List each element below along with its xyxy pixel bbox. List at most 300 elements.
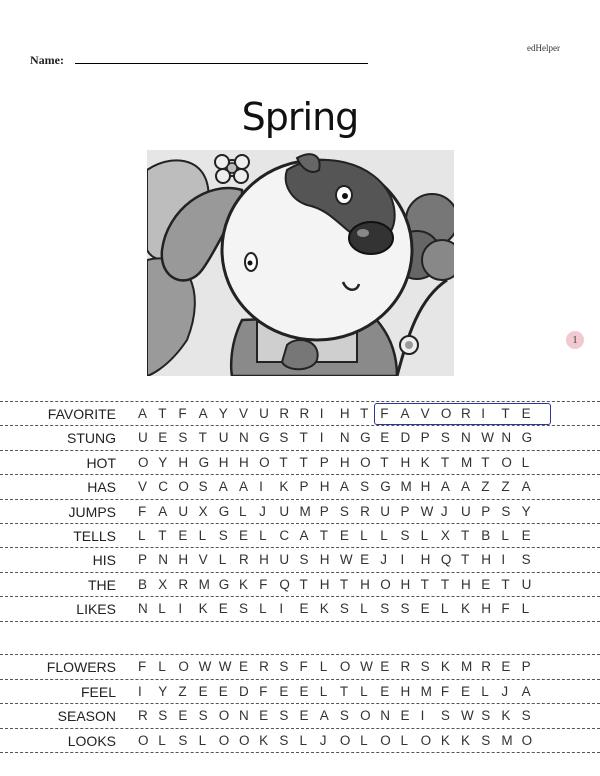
target-word: HAS (87, 479, 116, 496)
puzzle-letter[interactable]: O (218, 732, 230, 748)
puzzle-letter[interactable]: A (218, 479, 228, 495)
puzzle-letter[interactable]: S (339, 601, 349, 617)
puzzle-letter[interactable]: A (299, 528, 309, 543)
puzzle-letter[interactable]: K (259, 732, 269, 748)
puzzle-letter[interactable]: V (420, 406, 430, 421)
puzzle-letter[interactable]: G (198, 454, 210, 470)
puzzle-letter[interactable]: L (218, 552, 227, 568)
puzzle-letter[interactable]: M (198, 576, 210, 592)
puzzle-letter[interactable]: L (299, 732, 308, 748)
puzzle-letter[interactable]: R (400, 659, 411, 674)
puzzle-letter[interactable]: S (339, 503, 349, 519)
puzzle-letter[interactable]: F (299, 659, 308, 674)
puzzle-letter[interactable]: S (279, 708, 289, 724)
puzzle-letter[interactable]: L (238, 503, 247, 519)
puzzle-letter[interactable]: R (299, 406, 310, 421)
puzzle-letter[interactable]: W (461, 708, 474, 724)
letter-sequence (138, 577, 542, 592)
page-title: Spring (241, 95, 359, 139)
puzzle-letter[interactable]: S (420, 659, 430, 674)
puzzle-letter[interactable]: L (400, 732, 408, 748)
puzzle-letter[interactable]: S (238, 601, 248, 617)
puzzle-letter[interactable]: E (420, 601, 430, 617)
puzzle-row-divider (0, 621, 600, 622)
puzzle-letter[interactable]: Z (501, 479, 510, 495)
puzzle-letter[interactable]: U (461, 503, 471, 519)
spring-dog-illustration (147, 150, 454, 376)
puzzle-letter[interactable]: L (158, 732, 166, 748)
puzzle-letter[interactable]: N (339, 430, 350, 446)
letter-sequence (138, 708, 542, 723)
puzzle-letter[interactable]: Z (178, 683, 187, 699)
puzzle-letter[interactable]: H (360, 576, 370, 592)
puzzle-letter[interactable]: S (178, 430, 188, 446)
puzzle-letter[interactable]: E (380, 683, 390, 699)
puzzle-letter[interactable]: P (319, 503, 329, 519)
puzzle-letter[interactable]: O (339, 732, 351, 748)
puzzle-letter[interactable]: T (319, 528, 328, 543)
puzzle-letter[interactable]: E (218, 683, 228, 699)
puzzle-letter[interactable]: Z (481, 479, 490, 495)
puzzle-letter[interactable]: R (279, 406, 290, 421)
puzzle-letter[interactable]: O (138, 732, 149, 748)
puzzle-letter[interactable]: O (218, 708, 230, 724)
puzzle-letter[interactable]: O (259, 454, 270, 470)
target-word: FAVORITE (47, 406, 116, 422)
puzzle-letter[interactable]: I (138, 683, 142, 699)
name-label: Name: (30, 53, 64, 67)
puzzle-letter[interactable]: F (138, 659, 147, 674)
puzzle-letter[interactable]: T (501, 406, 510, 421)
target-word: LIKES (76, 601, 116, 618)
name-input-line[interactable] (75, 63, 368, 64)
puzzle-letter[interactable]: S (360, 479, 370, 495)
puzzle-letter[interactable]: K (198, 601, 208, 617)
puzzle-letter[interactable]: Q (440, 552, 452, 568)
puzzle-letter[interactable]: B (481, 528, 491, 543)
puzzle-row-divider (0, 752, 600, 753)
puzzle-letter[interactable]: R (138, 708, 148, 724)
puzzle-letter[interactable]: O (380, 732, 391, 748)
puzzle-letter[interactable]: U (279, 503, 290, 519)
puzzle-letter[interactable]: S (279, 659, 289, 674)
puzzle-letter[interactable]: P (319, 454, 329, 470)
puzzle-letter[interactable]: H (400, 683, 411, 699)
letter-sequence (138, 601, 542, 616)
puzzle-letter[interactable]: I (178, 601, 183, 617)
puzzle-letter[interactable]: L (138, 528, 146, 543)
puzzle-letter[interactable]: E (339, 528, 349, 543)
puzzle-letter[interactable]: E (198, 683, 208, 699)
puzzle-letter[interactable]: I (400, 552, 405, 568)
puzzle-letter[interactable]: X (198, 503, 208, 519)
puzzle-letter[interactable]: T (339, 683, 349, 699)
puzzle-letter[interactable]: E (218, 601, 228, 617)
puzzle-letter[interactable]: M (420, 683, 432, 699)
puzzle-letter[interactable]: T (158, 528, 167, 543)
puzzle-letter[interactable]: J (501, 683, 509, 699)
puzzle-letter[interactable]: X (158, 576, 168, 592)
target-word: TELLS (73, 528, 116, 544)
target-word: HOT (86, 454, 116, 471)
puzzle-letter[interactable]: I (481, 406, 485, 421)
puzzle-letter[interactable]: K (238, 576, 248, 592)
puzzle-letter[interactable]: Y (158, 454, 168, 470)
puzzle-letter[interactable]: R (461, 406, 471, 421)
puzzle-row (0, 728, 600, 753)
target-word: JUMPS (68, 503, 116, 520)
puzzle-letter[interactable]: S (481, 732, 491, 748)
puzzle-letter[interactable]: L (158, 601, 166, 617)
puzzle-letter[interactable]: E (501, 659, 511, 674)
puzzle-letter[interactable]: I (319, 406, 324, 421)
puzzle-letter[interactable]: Y (521, 503, 531, 519)
puzzle-letter[interactable]: P (299, 479, 309, 495)
letter-sequence (138, 479, 542, 494)
puzzle-letter[interactable]: O (178, 479, 189, 495)
puzzle-letter[interactable]: V (138, 479, 148, 495)
puzzle-letter[interactable]: E (299, 601, 309, 617)
puzzle-letter[interactable]: E (360, 552, 370, 568)
puzzle-letter[interactable]: G (218, 576, 230, 592)
puzzle-letter[interactable]: H (319, 479, 330, 495)
puzzle-letter[interactable]: U (521, 576, 532, 592)
puzzle-letter[interactable]: U (380, 503, 390, 519)
puzzle-letter[interactable]: O (360, 454, 371, 470)
puzzle-letter[interactable]: P (521, 659, 531, 674)
puzzle-letter[interactable]: N (380, 708, 390, 724)
puzzle-letter[interactable]: K (461, 732, 471, 748)
puzzle-letter[interactable]: O (339, 659, 351, 674)
puzzle-letter[interactable]: E (400, 708, 410, 724)
puzzle-letter[interactable]: H (178, 552, 189, 568)
puzzle-letter[interactable]: H (259, 552, 269, 568)
puzzle-letter[interactable]: S (279, 732, 289, 748)
puzzle-letter[interactable]: C (158, 479, 168, 495)
puzzle-letter[interactable]: H (238, 454, 249, 470)
puzzle-letter[interactable]: A (339, 479, 349, 495)
letter-sequence (138, 455, 542, 470)
puzzle-letter[interactable]: H (481, 601, 491, 617)
puzzle-letter[interactable]: A (319, 708, 329, 724)
puzzle-letter[interactable]: M (400, 479, 412, 495)
puzzle-letter[interactable]: T (299, 454, 308, 470)
puzzle-letter[interactable]: O (440, 406, 452, 421)
letter-sequence (138, 430, 542, 445)
puzzle-letter[interactable]: G (360, 430, 371, 446)
letter-sequence (138, 684, 542, 699)
puzzle-letter[interactable]: I (279, 601, 284, 617)
puzzle-letter[interactable]: E (481, 576, 491, 592)
puzzle-letter[interactable]: J (259, 503, 266, 519)
puzzle-letter[interactable]: L (481, 683, 489, 699)
puzzle-letter[interactable]: L (380, 528, 388, 543)
puzzle-letter[interactable]: M (461, 454, 473, 470)
puzzle-letter[interactable]: J (440, 503, 448, 519)
puzzle-letter[interactable]: G (380, 479, 391, 495)
puzzle-letter[interactable]: K (440, 659, 450, 674)
puzzle-letter[interactable]: A (238, 479, 248, 495)
puzzle-letter[interactable]: M (299, 503, 311, 519)
puzzle-letter[interactable]: E (380, 659, 390, 674)
puzzle-letter[interactable]: O (360, 708, 371, 724)
puzzle-letter[interactable]: E (238, 659, 248, 674)
puzzle-letter[interactable]: Y (158, 683, 168, 699)
puzzle-letter[interactable]: S (198, 479, 208, 495)
puzzle-letter[interactable]: U (259, 406, 269, 421)
letter-sequence (138, 552, 542, 567)
puzzle-letter[interactable]: I (420, 708, 425, 724)
puzzle-letter[interactable]: F (138, 503, 147, 519)
puzzle-letter[interactable]: N (501, 430, 512, 446)
puzzle-letter[interactable]: N (158, 552, 168, 568)
puzzle-letter[interactable]: T (461, 552, 470, 568)
puzzle-letter[interactable]: E (178, 528, 188, 543)
puzzle-letter[interactable]: T (440, 454, 450, 470)
puzzle-letter[interactable]: F (178, 406, 187, 421)
puzzle-letter[interactable]: S (521, 552, 531, 568)
puzzle-letter[interactable]: L (420, 528, 429, 543)
puzzle-letter[interactable]: T (158, 406, 167, 421)
puzzle-letter[interactable]: E (158, 430, 168, 446)
puzzle-letter[interactable]: H (339, 406, 350, 421)
puzzle-letter[interactable]: O (521, 732, 533, 748)
puzzle-letter[interactable]: U (178, 503, 189, 519)
puzzle-letter[interactable]: V (238, 406, 248, 421)
puzzle-letter[interactable]: S (440, 430, 450, 446)
puzzle-letter[interactable]: T (279, 454, 288, 470)
puzzle-letter[interactable]: S (198, 708, 208, 724)
puzzle-letter[interactable]: U (279, 552, 290, 568)
puzzle-letter[interactable]: R (259, 659, 269, 674)
puzzle-letter[interactable]: S (440, 708, 450, 724)
puzzle-letter[interactable]: H (319, 552, 330, 568)
puzzle-letter[interactable]: D (400, 430, 411, 446)
puzzle-letter[interactable]: W (218, 659, 232, 674)
puzzle-letter[interactable]: W (360, 659, 373, 674)
puzzle-letter[interactable]: T (461, 528, 470, 543)
puzzle-letter[interactable]: I (259, 479, 263, 495)
letter-sequence (138, 528, 542, 543)
puzzle-letter[interactable]: N (461, 430, 471, 446)
puzzle-letter[interactable]: F (380, 406, 389, 421)
puzzle-letter[interactable]: M (501, 732, 513, 748)
target-word: STUNG (67, 430, 116, 447)
target-word: HIS (92, 552, 116, 569)
puzzle-letter[interactable]: A (400, 406, 410, 421)
puzzle-letter[interactable]: T (360, 406, 369, 421)
puzzle-letter[interactable]: L (198, 528, 207, 543)
puzzle-letter[interactable]: L (360, 528, 368, 543)
puzzle-letter[interactable]: C (279, 528, 290, 543)
puzzle-letter[interactable]: A (521, 683, 531, 699)
puzzle-letter[interactable]: A (440, 479, 450, 495)
puzzle-letter[interactable]: T (380, 454, 389, 470)
puzzle-letter[interactable]: P (420, 430, 430, 446)
puzzle-letter[interactable]: O (138, 454, 149, 470)
puzzle-letter[interactable]: L (319, 683, 328, 699)
puzzle-letter[interactable]: K (279, 479, 289, 495)
puzzle-letter[interactable]: A (198, 406, 208, 421)
puzzle-letter[interactable]: P (481, 503, 491, 519)
letter-sequence (138, 733, 542, 748)
puzzle-letter[interactable]: S (178, 732, 188, 748)
puzzle-row (0, 703, 600, 728)
puzzle-letter[interactable]: W (420, 503, 434, 519)
puzzle-letter[interactable]: Y (218, 406, 228, 421)
puzzle-letter[interactable]: G (521, 430, 533, 446)
puzzle-letter[interactable]: P (138, 552, 148, 568)
puzzle-letter[interactable]: K (501, 708, 511, 724)
puzzle-letter[interactable]: U (218, 430, 229, 446)
brand-label: edHelper (527, 43, 560, 53)
puzzle-letter[interactable]: H (420, 552, 431, 568)
puzzle-row (0, 679, 600, 704)
puzzle-letter[interactable]: L (360, 601, 368, 617)
puzzle-letter[interactable]: E (521, 406, 531, 421)
puzzle-row (0, 596, 600, 621)
puzzle-letter[interactable]: A (138, 406, 148, 421)
puzzle-letter[interactable]: S (501, 503, 511, 519)
puzzle-letter[interactable]: H (218, 454, 229, 470)
puzzle-letter[interactable]: E (461, 683, 471, 699)
found-word-highlight (374, 403, 551, 425)
puzzle-letter[interactable]: L (259, 528, 267, 543)
puzzle-letter[interactable]: U (138, 430, 148, 446)
puzzle-letter[interactable]: W (339, 552, 353, 568)
puzzle-letter[interactable]: J (319, 732, 327, 748)
puzzle-letter[interactable]: F (259, 576, 268, 592)
puzzle-letter[interactable]: A (461, 479, 471, 495)
puzzle-letter[interactable]: H (481, 552, 491, 568)
puzzle-letter[interactable]: S (400, 528, 410, 543)
puzzle-letter[interactable]: L (360, 732, 368, 748)
puzzle-row (0, 450, 600, 475)
puzzle-letter[interactable]: T (299, 430, 308, 446)
puzzle-letter[interactable]: L (521, 454, 530, 470)
puzzle-letter[interactable]: E (521, 528, 531, 543)
puzzle-letter[interactable]: H (400, 454, 411, 470)
target-word: LOOKS (67, 732, 116, 749)
puzzle-letter[interactable]: F (259, 683, 268, 699)
puzzle-letter[interactable]: J (380, 552, 387, 568)
puzzle-letter[interactable]: E (178, 708, 188, 724)
puzzle-letter[interactable]: L (158, 659, 166, 674)
page-number-badge: 1 (566, 331, 584, 349)
puzzle-letter[interactable]: A (158, 503, 168, 519)
puzzle-letter[interactable]: Q (279, 576, 290, 592)
puzzle-letter[interactable]: F (501, 601, 510, 617)
puzzle-letter[interactable]: H (178, 454, 189, 470)
puzzle-letter[interactable]: O (420, 732, 432, 748)
letter-sequence (138, 504, 542, 519)
puzzle-letter[interactable]: H (319, 576, 330, 592)
puzzle-letter[interactable]: K (420, 454, 430, 470)
puzzle-letter[interactable]: E (259, 708, 269, 724)
puzzle-letter[interactable]: R (481, 659, 491, 674)
puzzle-letter[interactable]: M (461, 659, 473, 674)
puzzle-letter[interactable]: O (501, 454, 512, 470)
puzzle-row (0, 425, 600, 450)
puzzle-row (0, 499, 600, 524)
puzzle-letter[interactable]: X (440, 528, 450, 543)
puzzle-letter[interactable]: K (461, 601, 471, 617)
puzzle-letter[interactable]: P (400, 503, 410, 519)
puzzle-letter[interactable]: N (238, 430, 249, 446)
puzzle-letter[interactable]: T (420, 576, 429, 592)
puzzle-letter[interactable]: E (279, 683, 289, 699)
puzzle-letter[interactable]: G (218, 503, 230, 519)
puzzle-row (0, 547, 600, 572)
puzzle-letter[interactable]: I (501, 552, 506, 568)
puzzle-letter[interactable]: E (380, 430, 390, 446)
puzzle-letter[interactable]: S (299, 552, 309, 568)
puzzle-letter[interactable]: E (299, 683, 309, 699)
puzzle-letter[interactable]: K (440, 732, 450, 748)
puzzle-letter[interactable]: O (178, 659, 189, 674)
puzzle-letter[interactable]: T (198, 430, 207, 446)
puzzle-letter[interactable]: H (400, 576, 411, 592)
puzzle-letter[interactable]: H (339, 454, 350, 470)
puzzle-letter[interactable]: I (319, 430, 324, 446)
puzzle-letter[interactable]: R (360, 503, 370, 519)
puzzle-letter[interactable]: H (461, 576, 471, 592)
puzzle-letter[interactable]: B (138, 576, 148, 592)
puzzle-letter[interactable]: L (521, 601, 530, 617)
puzzle-letter[interactable]: S (339, 708, 349, 724)
puzzle-letter[interactable]: T (299, 576, 308, 592)
puzzle-letter[interactable]: T (339, 576, 349, 592)
puzzle-letter[interactable]: H (420, 479, 431, 495)
puzzle-letter[interactable]: E (299, 708, 309, 724)
puzzle-letter[interactable]: L (360, 683, 368, 699)
puzzle-letter[interactable]: S (380, 601, 390, 617)
puzzle-letter[interactable]: E (238, 528, 248, 543)
puzzle-letter[interactable]: O (380, 576, 391, 592)
puzzle-letter[interactable]: T (440, 576, 450, 592)
puzzle-letter[interactable]: W (481, 430, 494, 446)
puzzle-letter[interactable]: O (238, 732, 250, 748)
puzzle-letter[interactable]: L (501, 528, 509, 543)
puzzle-letter[interactable]: K (319, 601, 329, 617)
puzzle-letter[interactable]: F (440, 683, 450, 699)
puzzle-letter[interactable]: L (319, 659, 328, 674)
puzzle-letter[interactable]: D (238, 683, 249, 699)
puzzle-row (0, 654, 600, 679)
puzzle-letter[interactable]: W (198, 659, 212, 674)
puzzle-letter[interactable]: T (501, 576, 510, 592)
puzzle-letter[interactable]: V (198, 552, 208, 568)
puzzle-letter[interactable]: S (521, 708, 531, 724)
puzzle-letter[interactable]: N (238, 708, 249, 724)
puzzle-letter[interactable]: S (218, 528, 228, 543)
puzzle-letter[interactable]: T (481, 454, 490, 470)
puzzle-letter[interactable]: S (481, 708, 491, 724)
puzzle-letter[interactable]: G (259, 430, 270, 446)
puzzle-letter[interactable]: L (259, 601, 267, 617)
puzzle-letter[interactable]: N (138, 601, 148, 617)
puzzle-letter[interactable]: S (158, 708, 168, 724)
puzzle-letter[interactable]: S (279, 430, 289, 446)
puzzle-letter[interactable]: L (440, 601, 449, 617)
puzzle-letter[interactable]: L (198, 732, 207, 748)
target-word: THE (88, 576, 116, 593)
puzzle-letter[interactable]: R (178, 576, 189, 592)
puzzle-letter[interactable]: S (400, 601, 410, 617)
target-word: SEASON (57, 708, 116, 725)
puzzle-letter[interactable]: A (521, 479, 531, 495)
puzzle-letter[interactable]: R (238, 552, 249, 568)
